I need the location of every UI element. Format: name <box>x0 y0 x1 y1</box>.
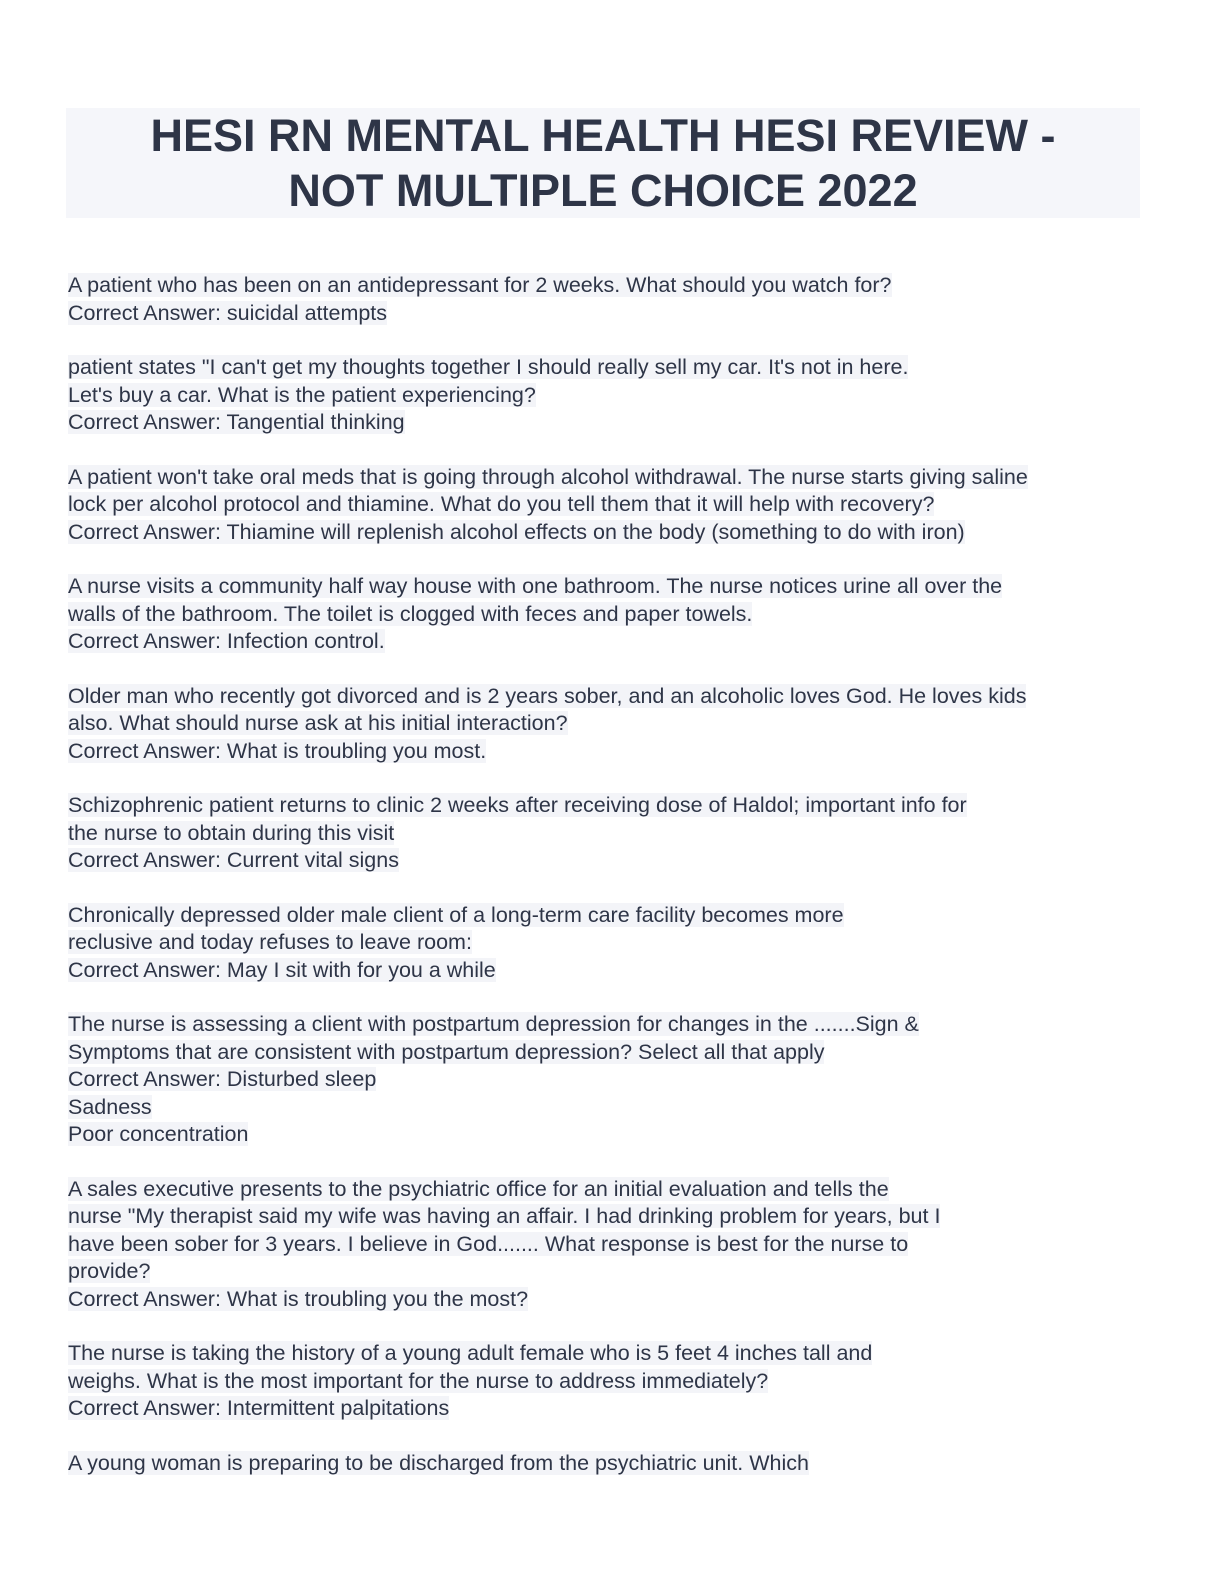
qa-item <box>68 573 1158 656</box>
question-line <box>68 1231 1158 1259</box>
qa-item <box>68 272 1158 327</box>
question-text: nurse "My therapist said my wife was having an affair. I had drinking problem for years, but I <box>68 1204 941 1228</box>
question-text: A sales executive presents to the psychiatric office for an initial evaluation and tells the <box>68 1176 889 1201</box>
question-line <box>68 464 1158 492</box>
question-line <box>68 902 1158 930</box>
answer-line <box>68 1286 1158 1314</box>
answer-text: Correct Answer: Tangential thinking <box>68 410 405 434</box>
answer-line <box>68 519 1158 547</box>
question-text: provide? <box>68 1259 151 1283</box>
answer-text: Correct Answer: Current vital signs <box>68 848 399 872</box>
document-title-line-1: HESI RN MENTAL HEALTH HESI REVIEW - <box>150 110 1056 161</box>
question-text: Older man who recently got divorced and is 2 years sober, and an alcoholic loves God. He loves kids <box>68 683 1027 708</box>
question-text: walls of the bathroom. The toilet is clogged with feces and paper towels. <box>68 601 753 626</box>
question-line <box>68 1203 1158 1231</box>
question-line <box>68 710 1158 738</box>
question-text: The nurse is taking the history of a young adult female who is 5 feet 4 inches tall and <box>68 1341 873 1365</box>
answer-line <box>68 847 1158 875</box>
qa-item <box>68 1450 1158 1478</box>
question-line <box>68 792 1158 820</box>
answer-text: Correct Answer: suicidal attempts <box>68 300 388 325</box>
question-line <box>68 820 1158 848</box>
answer-text: Correct Answer: Infection control. <box>68 629 385 653</box>
answer-line <box>68 409 1158 437</box>
question-line <box>68 929 1158 957</box>
qa-item <box>68 1340 1158 1423</box>
qa-item <box>68 1011 1158 1149</box>
answer-line <box>68 628 1158 656</box>
qa-item <box>68 1176 1158 1314</box>
qa-list <box>68 272 1158 1504</box>
answer-text: Sadness <box>68 1094 152 1119</box>
question-text: A patient who has been on an antidepressant for 2 weeks. What should you watch for? <box>68 273 892 297</box>
question-line <box>68 1450 1158 1478</box>
qa-item <box>68 464 1158 547</box>
question-line <box>68 1011 1158 1039</box>
question-line <box>68 1258 1158 1286</box>
question-line <box>68 1039 1158 1067</box>
question-text: Symptoms that are consistent with postpartum depression? Select all that apply <box>68 1039 825 1064</box>
answer-text: Correct Answer: Disturbed sleep <box>68 1067 377 1091</box>
question-line <box>68 1340 1158 1368</box>
question-line <box>68 1176 1158 1204</box>
answer-text: Poor concentration <box>68 1122 249 1146</box>
question-line <box>68 1368 1158 1396</box>
answer-line <box>68 738 1158 766</box>
answer-line <box>68 1395 1158 1423</box>
question-text: A nurse visits a community half way house with one bathroom. The nurse notices urine all over the <box>68 574 1003 598</box>
answer-text: Correct Answer: May I sit with for you a while <box>68 957 496 982</box>
question-text: also. What should nurse ask at his initial interaction? <box>68 711 568 735</box>
question-line <box>68 354 1158 382</box>
question-text: reclusive and today refuses to leave room: <box>68 930 472 954</box>
answer-line <box>68 957 1158 985</box>
qa-item <box>68 354 1158 437</box>
answer-text: Correct Answer: What is troubling you the most? <box>68 1286 529 1311</box>
question-text: lock per alcohol protocol and thiamine. What do you tell them that it will help with recovery? <box>68 492 935 516</box>
question-text: have been sober for 3 years. I believe in God....... What response is best for the nurse to <box>68 1231 909 1256</box>
question-text: Let's buy a car. What is the patient experiencing? <box>68 382 536 407</box>
question-line <box>68 382 1158 410</box>
question-text: The nurse is assessing a client with postpartum depression for changes in the .......Sign & <box>68 1012 919 1036</box>
document-title-block <box>66 108 1140 218</box>
answer-line <box>68 1121 1158 1149</box>
question-text: the nurse to obtain during this visit <box>68 820 395 845</box>
answer-line <box>68 1094 1158 1122</box>
question-text: A young woman is preparing to be discharged from the psychiatric unit. Which <box>68 1450 809 1475</box>
answer-line <box>68 1066 1158 1094</box>
qa-item <box>68 683 1158 766</box>
qa-item <box>68 792 1158 875</box>
document-title-line-2: NOT MULTIPLE CHOICE 2022 <box>288 165 918 216</box>
answer-text: Correct Answer: What is troubling you most. <box>68 738 487 763</box>
question-line <box>68 272 1158 300</box>
question-line <box>68 683 1158 711</box>
question-text: patient states "I can't get my thoughts together I should really sell my car. It's not in here. <box>68 355 909 379</box>
question-line <box>68 601 1158 629</box>
question-line <box>68 491 1158 519</box>
question-text: A patient won't take oral meds that is going through alcohol withdrawal. The nurse starts giving saline <box>68 464 1028 489</box>
question-text: Chronically depressed older male client of a long-term care facility becomes more <box>68 902 844 927</box>
question-line <box>68 573 1158 601</box>
answer-text: Correct Answer: Intermittent palpitations <box>68 1396 450 1420</box>
question-text: weighs. What is the most important for the nurse to address immediately? <box>68 1368 769 1393</box>
answer-line <box>68 300 1158 328</box>
answer-text: Correct Answer: Thiamine will replenish alcohol effects on the body (something to do with iron) <box>68 519 965 544</box>
qa-item <box>68 902 1158 985</box>
question-text: Schizophrenic patient returns to clinic 2 weeks after receiving dose of Haldol; important info for <box>68 793 967 817</box>
